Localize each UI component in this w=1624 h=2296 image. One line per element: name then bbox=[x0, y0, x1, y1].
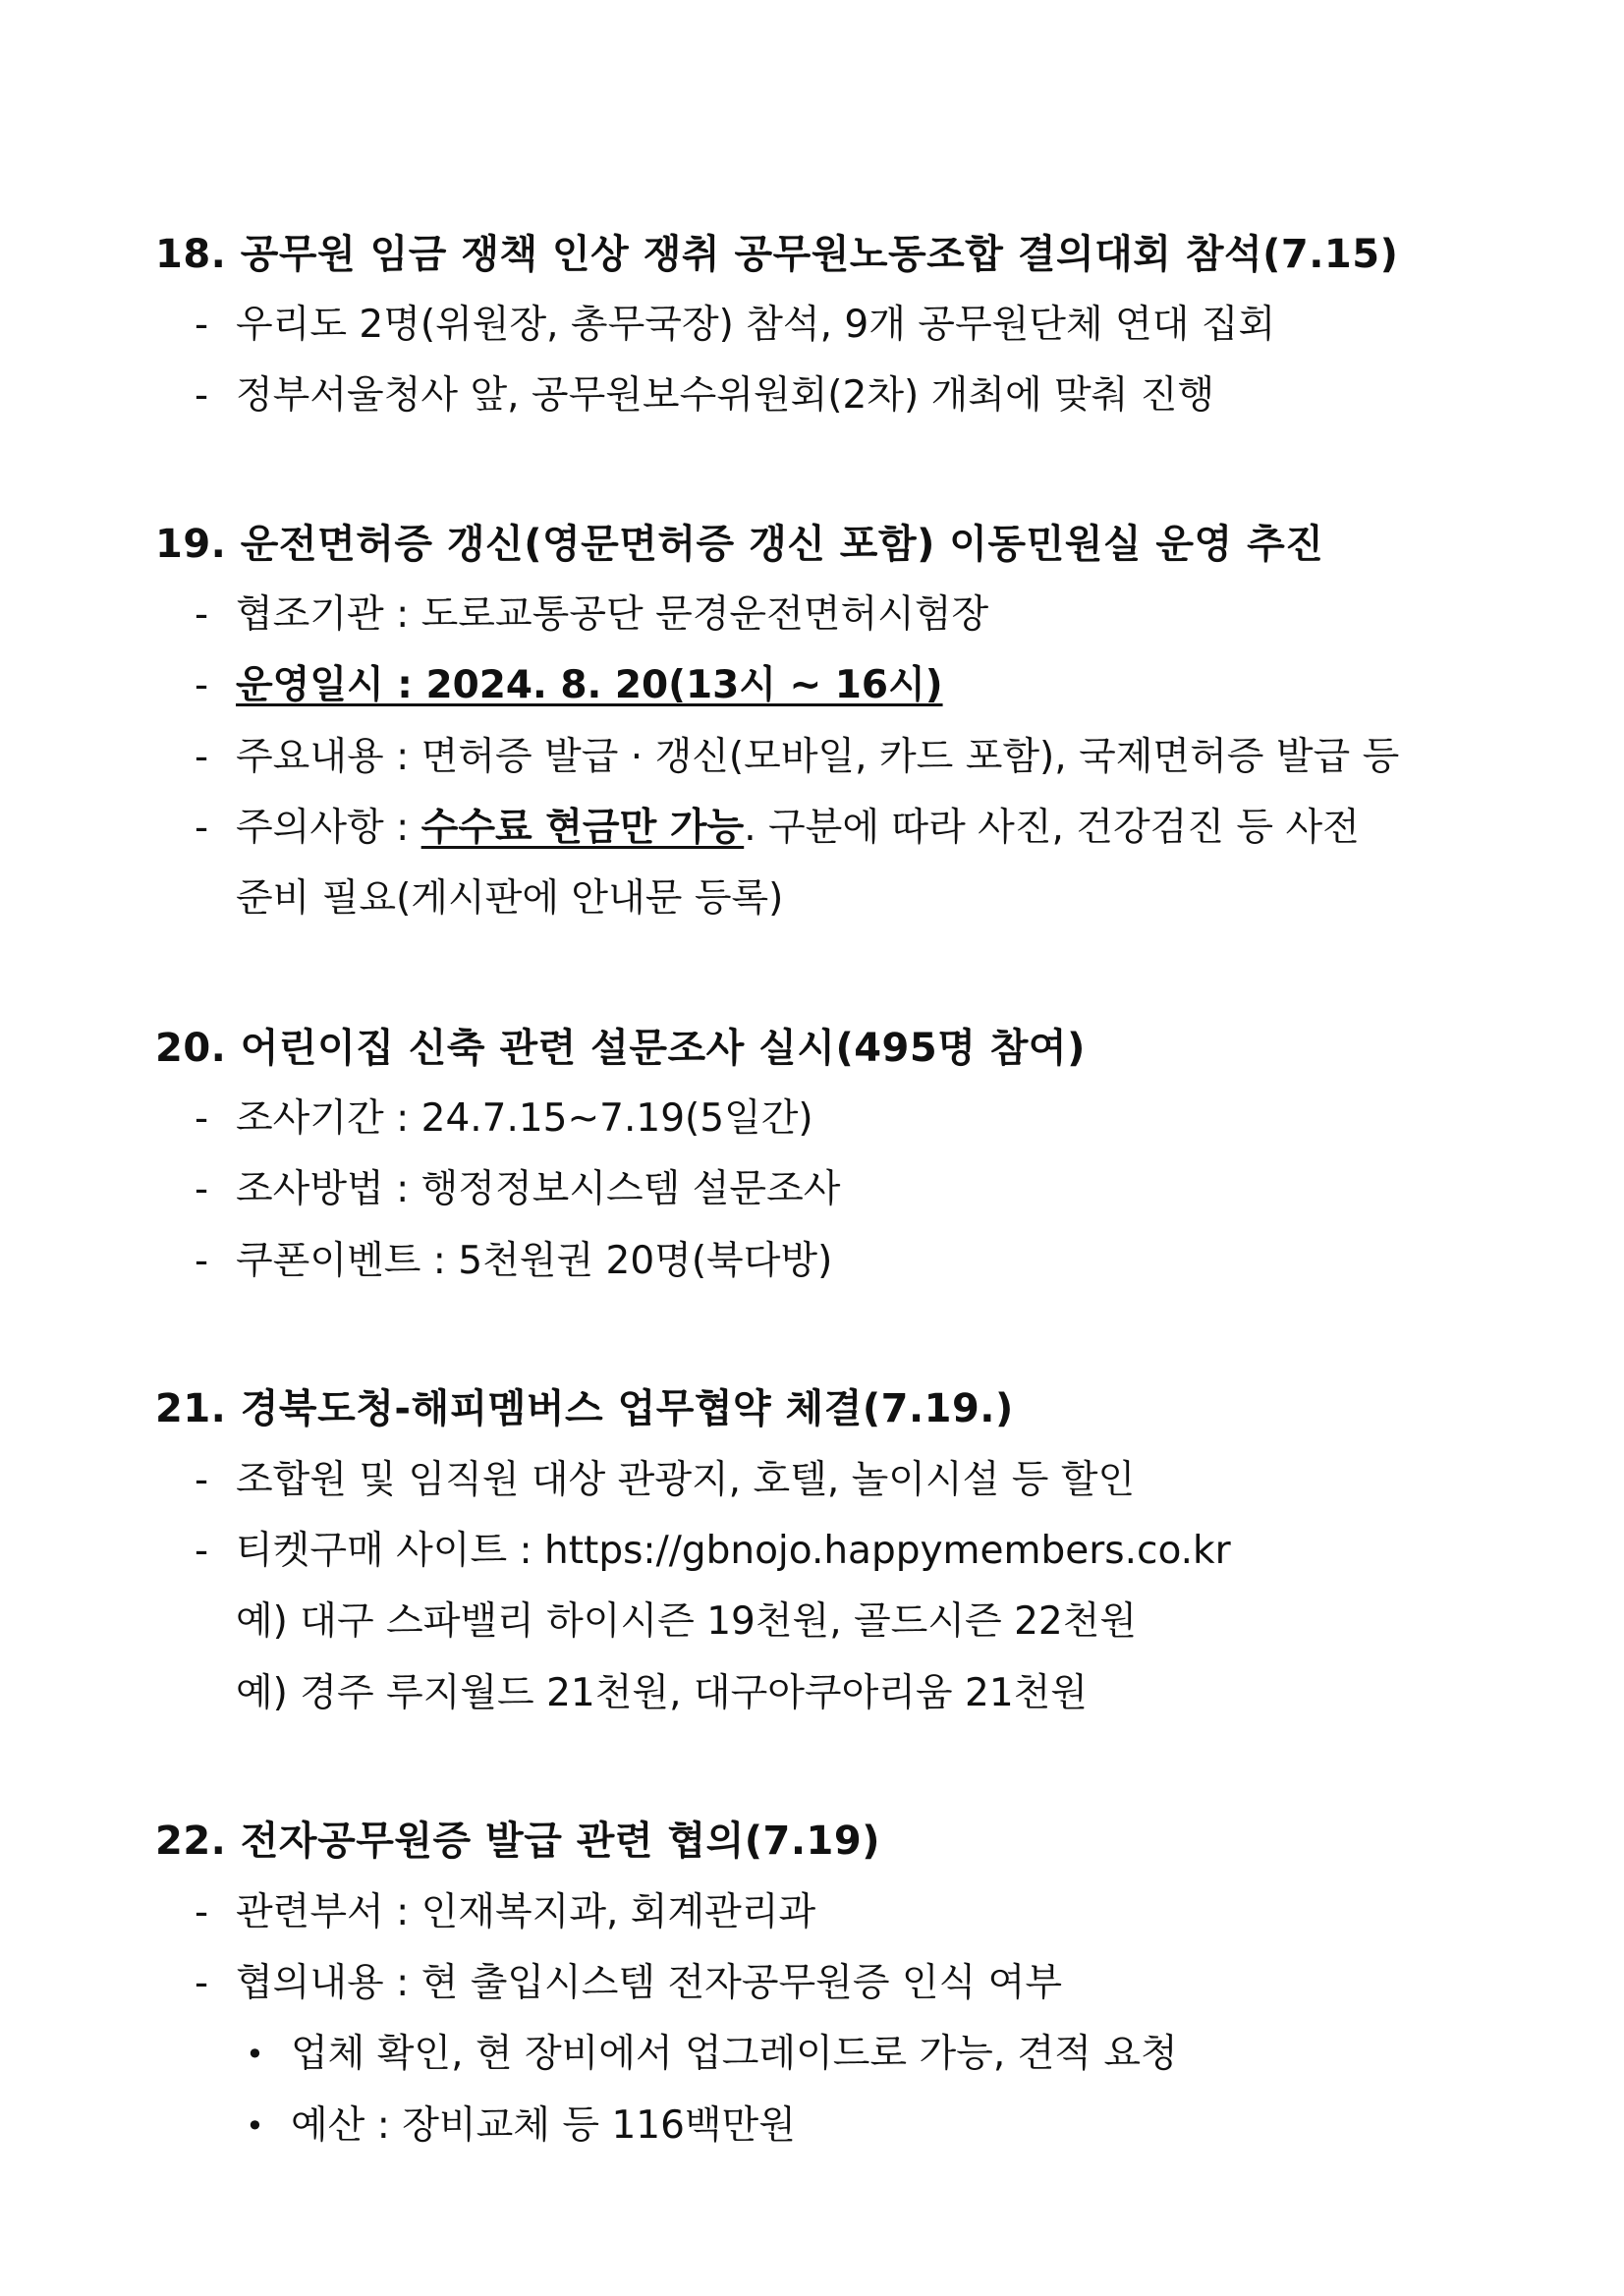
list-item-text: 주요내용 : 면허증 발급 · 갱신(모바일, 카드 포함), 국제면허증 발급 등 bbox=[236, 735, 1400, 779]
list-item bbox=[195, 1525, 1231, 1578]
dash-marker: - bbox=[195, 1096, 209, 1141]
example-item: 예) 대구 스파밸리 하이시즌 19천원, 골드시즌 22천원 bbox=[236, 1599, 1138, 1644]
dash-marker: - bbox=[195, 1458, 209, 1502]
section-title: 18. 공무원 임금 쟁책 인상 쟁취 공무원노동조합 결의대회 참석(7.15) bbox=[155, 232, 1399, 277]
dash-marker: - bbox=[195, 1239, 209, 1283]
list-item-text: 정부서울청사 앞, 공무원보수위원회(2차) 개최에 맞춰 진행 bbox=[236, 373, 1215, 418]
note-rest: . 구분에 따라 사진, 건강검진 등 사전 bbox=[744, 806, 1360, 850]
list-item bbox=[195, 659, 943, 712]
example-item: 예) 경주 루지월드 21천원, 대구아쿠아리움 21천원 bbox=[236, 1671, 1088, 1715]
list-item bbox=[195, 1092, 813, 1146]
list-item-text: 조사방법 : 행정정보시스템 설문조사 bbox=[236, 1167, 841, 1211]
bullet-item bbox=[246, 2100, 796, 2153]
list-item bbox=[195, 802, 1360, 855]
note-emphasis: 수수료 현금만 가능 bbox=[420, 806, 745, 850]
dash-marker: - bbox=[195, 1167, 209, 1211]
dash-marker: - bbox=[195, 592, 209, 637]
list-item bbox=[195, 1454, 1135, 1507]
dash-marker: - bbox=[195, 303, 209, 347]
ticket-site-text: 티켓구매 사이트 : https://gbnojo.happymembers.co.kr bbox=[236, 1529, 1231, 1573]
bullet-item-text: 예산 : 장비교체 등 116백만원 bbox=[291, 2103, 796, 2148]
list-item bbox=[195, 588, 988, 642]
dash-marker: - bbox=[195, 1961, 209, 2005]
bullet-marker: • bbox=[246, 2036, 264, 2073]
list-item bbox=[195, 1957, 1062, 2010]
dash-marker: - bbox=[195, 806, 209, 850]
list-item-text: 조합원 및 임직원 대상 관광지, 호텔, 놀이시설 등 할인 bbox=[236, 1458, 1136, 1502]
list-item bbox=[195, 1886, 815, 1939]
bullet-marker: • bbox=[246, 2107, 264, 2145]
note-label: 주의사항 : bbox=[236, 806, 421, 850]
list-item bbox=[195, 299, 1275, 352]
section-title: 22. 전자공무원증 발급 관련 협의(7.19) bbox=[155, 1819, 880, 1864]
list-item-text: 협의내용 : 현 출입시스템 전자공무원증 인식 여부 bbox=[236, 1961, 1063, 2005]
list-item bbox=[195, 1163, 840, 1216]
dash-marker: - bbox=[195, 735, 209, 779]
list-item-text: 관련부서 : 인재복지과, 회계관리과 bbox=[236, 1890, 816, 1934]
dash-marker: - bbox=[195, 1529, 209, 1573]
list-item-text: 조사기간 : 24.7.15~7.19(5일간) bbox=[236, 1096, 813, 1141]
list-item-continuation: 준비 필요(게시판에 안내문 등록) bbox=[236, 876, 784, 921]
list-item-text: 우리도 2명(위원장, 총무국장) 참석, 9개 공무원단체 연대 집회 bbox=[236, 303, 1276, 347]
list-item-text: 쿠폰이벤트 : 5천원권 20명(북다방) bbox=[236, 1239, 833, 1283]
bullet-item bbox=[246, 2028, 1178, 2081]
operation-datetime-text: 운영일시 : 2024. 8. 20(13시 ~ 16시) bbox=[236, 663, 943, 707]
list-item bbox=[195, 1235, 832, 1288]
section-title: 20. 어린이집 신축 관련 설문조사 실시(495명 참여) bbox=[155, 1026, 1086, 1071]
list-item bbox=[195, 369, 1214, 422]
bullet-item-text: 업체 확인, 현 장비에서 업그레이드로 가능, 견적 요청 bbox=[291, 2032, 1178, 2076]
section-title: 21. 경북도청-해피멤버스 업무협약 체결(7.19.) bbox=[155, 1386, 1014, 1431]
list-item bbox=[195, 731, 1399, 784]
dash-marker: - bbox=[195, 663, 209, 707]
dash-marker: - bbox=[195, 1890, 209, 1934]
dash-marker: - bbox=[195, 373, 209, 418]
list-item-text: 협조기관 : 도로교통공단 문경운전면허시험장 bbox=[236, 592, 989, 637]
section-title: 19. 운전면허증 갱신(영문면허증 갱신 포함) 이동민원실 운영 추진 bbox=[155, 522, 1324, 567]
